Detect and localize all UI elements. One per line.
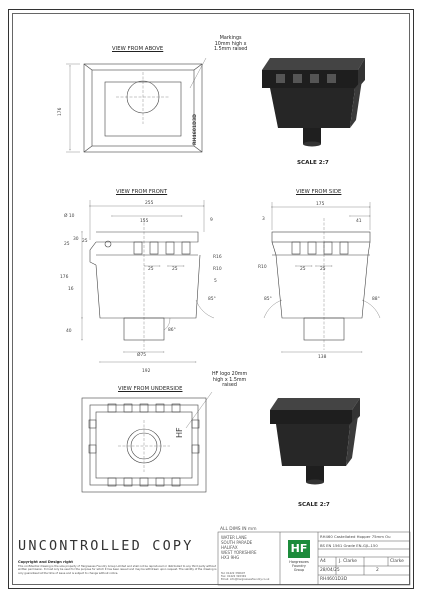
company-name-line-1: Hargreaves	[289, 560, 309, 564]
dim-front-r10: R10	[213, 267, 222, 272]
contact-fax: Fax: 01422 320349	[221, 575, 247, 579]
dim-front-25a: 25	[64, 242, 70, 247]
view-from-above-drawing	[66, 58, 206, 152]
view-front-label: VIEW FROM FRONT	[116, 189, 168, 195]
units-note: ALL DIMS IN mm	[220, 527, 257, 532]
contact-email: Email: info@hargreavesfoundry.co.uk	[221, 578, 270, 582]
company-address	[221, 535, 257, 560]
address-line-4: WEST YORKSHIRE	[221, 550, 257, 555]
svg-text:HF: HF	[175, 427, 184, 438]
drawn-by: J. Clarke	[339, 559, 357, 564]
dim-front-192: 192	[142, 369, 151, 374]
dim-front-height: 176	[60, 275, 69, 280]
dim-side-r10: R10	[258, 265, 267, 270]
dim-front-5: 5	[214, 279, 217, 284]
material-spec: BS EN 1561 Grade EN-GJL-150	[320, 543, 378, 548]
company-name-line-3: Group	[293, 568, 305, 572]
dim-side-3: 3	[262, 217, 265, 222]
dim-side-25b: 25	[320, 267, 326, 272]
company-name	[282, 560, 316, 572]
markings-note	[214, 36, 247, 53]
drawing-number: RH4601D3D	[320, 577, 348, 582]
markings-note-line-1: Markings	[219, 36, 242, 41]
hf-logo-note-line-3: raised	[222, 383, 237, 389]
view-from-front-drawing	[82, 200, 214, 362]
dim-side-138: 138	[318, 355, 327, 360]
drawing-date: 28/04/25	[320, 568, 340, 573]
scale-label-top: SCALE 2:7	[297, 160, 329, 166]
dim-side-angle-85: 85°	[264, 297, 272, 302]
view-above-label: VIEW FROM ABOVE	[112, 46, 164, 52]
dim-front-overall-width: 255	[145, 201, 154, 206]
view-from-side-drawing	[264, 202, 380, 352]
dim-side-41: 41	[356, 219, 362, 224]
address-line-5: HX3 9HG	[221, 555, 240, 560]
hf-logo-note-line-2: high x 1.5mm	[212, 377, 247, 383]
contact-tel: Tel: 01422 330607	[221, 572, 246, 575]
drawing-title: RH460 Castellated Hopper 75mm Ou	[320, 534, 391, 539]
dim-front-angle-85: 85°	[208, 297, 216, 302]
copyright-heading: Copyright and Design right	[18, 560, 73, 564]
company-contact	[221, 572, 269, 582]
dim-front-outlet-dia: Ø75	[137, 353, 147, 358]
view-side-label: VIEW FROM SIDE	[296, 189, 342, 195]
address-line-3: HALIFAX	[221, 545, 238, 550]
dim-front-25b: 25	[82, 239, 88, 244]
dim-side-angle-88: 88°	[372, 297, 380, 302]
view-from-underside-drawing	[82, 392, 212, 492]
markings-note-line-3: 1.5mm raised	[214, 47, 248, 53]
part-marking-text: RH4601D3D	[193, 114, 198, 145]
dim-front-25d: 25	[172, 267, 178, 272]
hopper-render-top	[262, 58, 365, 147]
sheet-size: A4	[320, 559, 326, 564]
dim-side-175: 175	[316, 202, 325, 207]
uncontrolled-copy-stamp: UNCONTROLLED COPY	[18, 538, 194, 554]
dim-front-25c: 25	[148, 267, 154, 272]
hf-logo-note	[212, 372, 247, 389]
dim-front-40: 40	[66, 329, 72, 334]
dim-front-r16: R16	[213, 255, 222, 260]
dim-front-9: 9	[210, 218, 213, 223]
dim-front-angle-86: 86°	[168, 328, 176, 333]
markings-note-line-2: 10mm high x	[214, 41, 247, 47]
address-line-1: WATER LANE	[221, 535, 247, 540]
dim-side-25a: 25	[300, 267, 306, 272]
dim-above-height: 176	[58, 107, 63, 116]
scale-label-bottom: SCALE 2:7	[298, 502, 330, 508]
company-logo: HF	[288, 540, 310, 558]
dim-front-16: 16	[68, 287, 74, 292]
view-underside-label: VIEW FROM UNDERSIDE	[118, 386, 183, 392]
hf-logo-note-line-1: HF logo 20mm	[212, 372, 248, 377]
address-line-2: SOUTH PARADE	[221, 540, 253, 545]
dim-front-inner-width: 155	[140, 219, 149, 224]
revision: 2	[376, 568, 379, 573]
hopper-render-bottom	[270, 398, 360, 485]
dim-front-30: 30	[73, 237, 79, 242]
dim-front-hole-dia: Ø 10	[64, 214, 75, 219]
copyright-text: This confidential drawing is the sole property of Hargreaves Foundry Group Limited and shall not be reproduced or distributed to any third party without written permission. It must only be used for the purpose for which it has been issued and may be withdrawn upon request. The validity of the drawing is only guaranteed at the time of issue and is subject to change without notice.	[18, 565, 217, 575]
checked-by: Clarke	[390, 559, 404, 564]
company-name-line-2: Foundry	[292, 564, 306, 568]
